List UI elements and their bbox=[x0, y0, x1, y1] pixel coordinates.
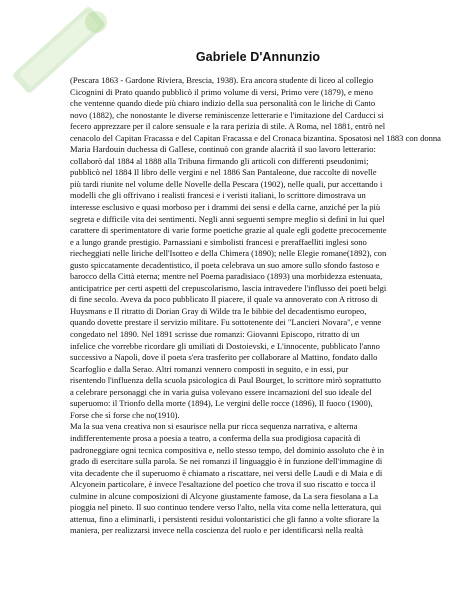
body-text-line: anticipatrice per certi aspetti del crepuscolarismo, lascia intravedere l'influsso dei poeti belgi bbox=[70, 282, 387, 293]
body-text-line: Scarfoglio e dalla Serao. Altri romanzi vennero composti in seguito, e in essi, pur bbox=[70, 363, 349, 374]
body-text-line: fecero apprezzare per il calore sensuale e la rara perizia di stile. A Roma, nel 1881, entrò nel bbox=[70, 121, 386, 132]
body-text-line: più tardi riunite nel volume delle Novelle della Pescara (1902), nelle quali, pur accettando i bbox=[70, 178, 383, 189]
body-text-line: quando dovette prestare il servizio militare. Fu sottotenente dei "Lancieri Novara", e venne bbox=[70, 317, 382, 328]
body-text-line: modelli che gli offrivano i realisti francesi e i veristi italiani, lo scrittore dimostrava un bbox=[70, 190, 366, 201]
body-text-line: a celebrare personaggi che in varia guisa volevano essere incarnazioni del suo ideale del bbox=[70, 386, 372, 397]
body-text-line: maniera, per realizzarsi invece nella coscienza del ruolo e per identificarsi nella realtà bbox=[70, 525, 364, 536]
body-text-line: congedato nel 1890. Nel 1891 scrisse due romanzi: Giovanni Episcopo, ritratto di un bbox=[70, 329, 360, 340]
body-text-line: culmine in alcune composizioni di Alcyone giustamente famose, da La sera fiesolana a La bbox=[70, 490, 379, 501]
body-text-line: grado di esercitare sulla parola. Se nei romanzi il linguaggio è in funzione dell'immagine di bbox=[70, 456, 383, 467]
body-text-line: di fine secolo. Aveva da poco pubblicato Il piacere, il quale va annoverato con A ritroso di bbox=[70, 294, 378, 305]
body-text-line: Huysmans e Il ritratto di Dorian Gray di Wilde tra le bibbie del decadentismo europeo, bbox=[70, 305, 367, 316]
body-text-line: risentendo l'influenza della scuola psicologica di Paul Bourget, lo scrittore mirò soprattutto bbox=[70, 375, 381, 386]
body-text-line: che ventenne quando diede più chiaro indizio della sua personalità con le liriche di Canto bbox=[70, 98, 376, 109]
body-text-line: gusto spiccatamente decadentistico, il poeta celebrava un suo amore sullo sfondo fastoso e bbox=[70, 259, 380, 270]
document-title: Gabriele D'Annunzio bbox=[195, 50, 321, 64]
body-text-line: indifferentemente prosa a poesia a teatro, a conferma della sua prodigiosa capacità di bbox=[70, 432, 361, 443]
document-body bbox=[70, 75, 446, 537]
body-text-line: barocco della Città eterna; mentre nel Poema paradisiaco (1893) una morbidezza estenuata, bbox=[70, 271, 383, 282]
body-text-line: novo (1882), che nonostante le diverse reminiscenze letterarie e l'imitazione del Carducci si bbox=[70, 109, 384, 120]
body-text-line: Maria Hardouin duchessa di Gallese, continuò con grande alacrità il suo lavoro letterario: bbox=[70, 144, 376, 155]
body-text-line: attenua, fino a eliminarli, i persistenti residui volontaristici che gli fanno a volte sfiorare la bbox=[70, 513, 380, 524]
body-text-line: padroneggiare ogni tecnica compositiva e, nello stesso tempo, del dominio assoluto che è in bbox=[70, 444, 385, 455]
body-text-line: Ma la sua vena creativa non si esaurisce nella pur ricca sequenza narrativa, e alterna bbox=[70, 421, 358, 432]
body-text-line: Alcyonein particolare, è invece l'esaltazione del poetico che trova il suo riscatto e tocca il bbox=[70, 479, 376, 490]
body-text-line: carattere di sperimentatore di varie forme poetiche grazie al quale egli godette precocemente bbox=[70, 225, 387, 236]
body-text-line: riecheggiati nelle liriche dell'Isotteo e della Chimera (1890); nelle Elegie romane(1892), con bbox=[70, 248, 387, 259]
body-text-line: cenacolo del Capitan Fracassa e del Capitan Fracassa e del Cronaca bizantina. Sposatosi nel 1883 con donna bbox=[70, 132, 441, 143]
body-text-line: vita decadente che il superuomo è chiamato a riscattare, nei versi delle Laudi e di Maia e di bbox=[70, 467, 383, 478]
body-text-line: collaborò dal 1884 al 1888 alla Tribuna firmando gli articoli con differenti pseudonimi; bbox=[70, 155, 369, 166]
body-text-line: successivo a Napoli, dove il poeta s'era trasferito per collaborare al Mattino, fondato dallo bbox=[70, 352, 378, 363]
body-text-line: (Pescara 1863 - Gardone Riviera, Brescia, 1938). Era ancora studente di liceo al collegio bbox=[70, 75, 374, 85]
body-text-line: infelice che vorrebbe ricordare gli umiliati di Dostoievski, e L'innocente, pubblicato l'anno bbox=[70, 340, 380, 351]
body-text-line: pioggia nel pineto. Il suo continuo tendere verso l'alto, nella vita come nella letteratura, qui bbox=[70, 502, 382, 513]
body-text-line: Forse che sì forse che no(1910). bbox=[70, 409, 180, 420]
body-text-line: Cicognini di Prato quando pubblicò il primo volume di versi, Primo vere (1879), e meno bbox=[70, 86, 373, 97]
body-text-line: e a lungo grande prestigio. Parnassiani e simbolisti francesi e preraffaelliti inglesi sono bbox=[70, 236, 367, 247]
body-text-line: segreta e difficile vita dei sentimenti. Negli anni seguenti sempre meglio si definì in lui quel bbox=[70, 213, 385, 224]
body-text-line: interesse esclusivo e quasi morboso per i drammi dei sensi e della carne, anziché per la più bbox=[70, 202, 381, 213]
document-page bbox=[70, 50, 446, 537]
body-text-line: superuomo: il Trionfo della morte (1894), Le vergini delle rocce (1896), Il fuoco (1900), bbox=[70, 398, 373, 409]
body-text-line: pubblicò nel 1884 Il libro delle vergini e nel 1886 San Pantaleone, due raccolte di novelle bbox=[70, 167, 377, 178]
